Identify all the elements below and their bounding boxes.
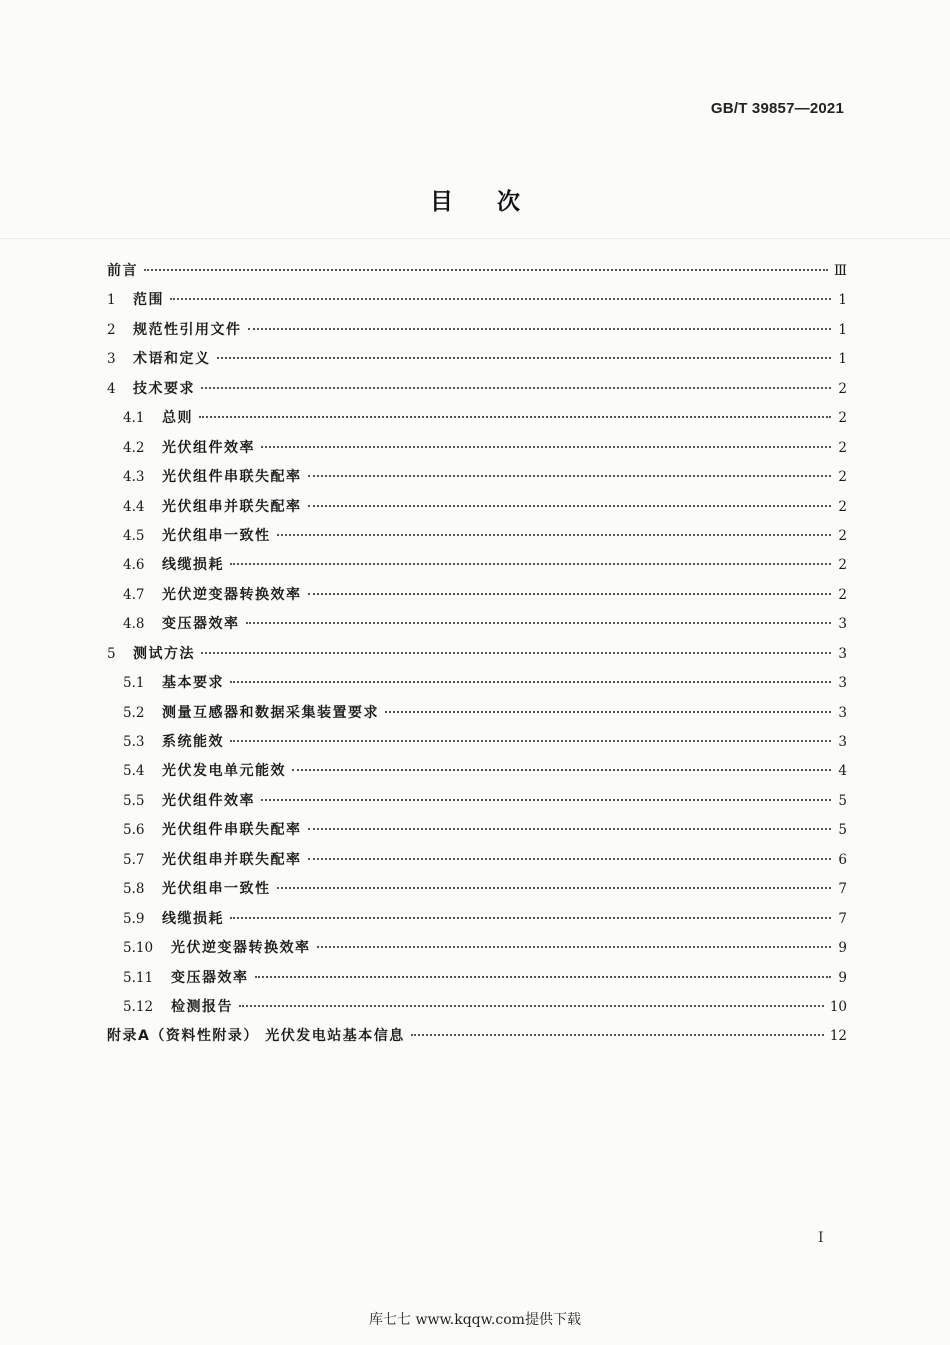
- toc-entry-page: 1: [838, 321, 847, 338]
- toc-entry-number: 5.8: [123, 881, 145, 898]
- toc-entry-label: 技术要求: [133, 380, 195, 397]
- toc-entry-page: 5: [838, 822, 847, 839]
- toc-dot-leader: [277, 887, 832, 889]
- toc-entry-page: 3: [838, 645, 847, 662]
- standard-code: GB/T 39857—2021: [710, 100, 844, 117]
- toc-dot-leader: [308, 858, 832, 860]
- toc-entry-label: 光伏组串并联失配率: [162, 498, 302, 515]
- toc-entry[interactable]: [107, 1022, 847, 1051]
- toc-entry-page: 12: [829, 1028, 847, 1045]
- toc-entry-label: 测量互感器和数据采集装置要求: [162, 704, 379, 721]
- toc-entry-label: 规范性引用文件: [133, 321, 242, 338]
- toc-dot-leader: [261, 446, 831, 448]
- toc-entry-label: 系统能效: [162, 734, 224, 750]
- toc-entry[interactable]: [107, 551, 847, 580]
- toc-entry-page: 2: [838, 527, 847, 544]
- toc-entry-page: 3: [838, 616, 847, 633]
- toc-entry-label: 光伏逆变器转换效率: [162, 586, 302, 603]
- toc-entry[interactable]: [107, 846, 847, 875]
- toc-entry-label: 基本要求: [162, 675, 224, 692]
- toc-dot-leader: [317, 946, 832, 948]
- toc-entry-page: 9: [838, 969, 847, 986]
- toc-entry-label: 光伏组串一致性: [162, 881, 271, 898]
- toc-entry-label: 变压器效率: [171, 969, 249, 986]
- toc-entry-label: 范围: [133, 292, 164, 309]
- toc-entry-number: 5.10: [123, 940, 154, 957]
- page-title: 目次: [430, 189, 564, 215]
- toc-entry-number: 3: [107, 351, 116, 368]
- toc-entry-page: 5: [838, 792, 847, 809]
- toc-entry[interactable]: [107, 375, 847, 404]
- toc-entry[interactable]: [107, 875, 847, 904]
- toc-entry[interactable]: [107, 257, 847, 286]
- toc-dot-leader: [170, 298, 831, 300]
- toc-entry[interactable]: [107, 905, 847, 934]
- toc-dot-leader: [246, 622, 832, 624]
- toc-entry[interactable]: [107, 316, 847, 345]
- toc-entry-number: 1: [107, 292, 116, 309]
- toc-entry-number: 5: [107, 645, 116, 662]
- toc-entry-page: 3: [838, 675, 847, 692]
- toc-entry[interactable]: [107, 581, 847, 610]
- toc-entry-label: 变压器效率: [162, 616, 240, 633]
- toc-entry-number: 5.2: [123, 704, 145, 721]
- toc-entry-number: 5.3: [123, 734, 145, 750]
- toc-entry[interactable]: [107, 640, 847, 669]
- toc-entry[interactable]: [107, 934, 847, 963]
- toc-dot-leader: [308, 505, 832, 507]
- toc-entry-label: 光伏组件效率: [162, 439, 255, 456]
- toc-entry[interactable]: [107, 816, 847, 845]
- toc-entry-label: 光伏组件串联失配率: [162, 469, 302, 486]
- toc-entry-label: 线缆损耗: [162, 557, 224, 574]
- toc-dot-leader: [308, 475, 832, 477]
- toc-entry-number: 4.5: [123, 527, 145, 544]
- toc-entry-page: 9: [838, 940, 847, 957]
- table-of-contents: [107, 257, 847, 1052]
- toc-entry-number: 5.7: [123, 851, 145, 868]
- toc-entry-number: 4.2: [123, 439, 145, 456]
- toc-entry-number: 4.3: [123, 469, 145, 486]
- toc-entry[interactable]: [107, 286, 847, 315]
- toc-entry-page: 2: [838, 410, 847, 427]
- toc-entry-number: 4.6: [123, 557, 145, 574]
- toc-entry-number: 5.5: [123, 792, 145, 809]
- toc-dot-leader: [230, 917, 831, 919]
- toc-entry-number: 4.8: [123, 616, 145, 633]
- toc-entry-number: 4.4: [123, 498, 145, 515]
- toc-entry-page: 2: [838, 586, 847, 603]
- toc-entry[interactable]: [107, 610, 847, 639]
- toc-entry-page: 1: [838, 292, 847, 309]
- toc-entry-number: 4.7: [123, 586, 145, 603]
- toc-entry[interactable]: [107, 757, 847, 786]
- toc-entry-page: 7: [838, 910, 847, 927]
- toc-dot-leader: [277, 534, 832, 536]
- toc-entry[interactable]: [107, 434, 847, 463]
- toc-dot-leader: [292, 769, 831, 771]
- toc-entry-label: 光伏组串并联失配率: [162, 851, 302, 868]
- toc-entry-page: 6: [838, 851, 847, 868]
- toc-dot-leader: [217, 357, 832, 359]
- toc-dot-leader: [201, 652, 831, 654]
- toc-entry-number: 4: [107, 380, 116, 397]
- toc-entry-label: 前言: [107, 263, 138, 279]
- toc-dot-leader: [230, 740, 831, 742]
- toc-entry-page: 4: [838, 763, 847, 780]
- toc-dot-leader: [144, 269, 828, 271]
- toc-dot-leader: [201, 387, 831, 389]
- toc-entry-page: 2: [838, 557, 847, 574]
- toc-entry-label: 线缆损耗: [162, 910, 224, 927]
- toc-entry-number: 5.6: [123, 822, 145, 839]
- toc-entry-label: 附录A（资料性附录） 光伏发电站基本信息: [107, 1028, 405, 1045]
- toc-entry-page: 10: [829, 998, 847, 1015]
- toc-entry-page: 3: [838, 704, 847, 721]
- toc-entry-number: 2: [107, 321, 116, 338]
- toc-entry[interactable]: [107, 404, 847, 433]
- toc-entry-page: 2: [838, 498, 847, 515]
- toc-dot-leader: [308, 593, 832, 595]
- toc-dot-leader: [261, 799, 831, 801]
- toc-dot-leader: [230, 681, 831, 683]
- toc-entry-page: 2: [838, 380, 847, 397]
- toc-entry-number: 5.1: [123, 675, 145, 692]
- toc-entry-label: 光伏组串一致性: [162, 527, 271, 544]
- toc-entry-number: 5.9: [123, 910, 145, 927]
- toc-entry-label: 测试方法: [133, 645, 195, 662]
- toc-dot-leader: [199, 416, 831, 418]
- toc-entry-label: 光伏逆变器转换效率: [171, 940, 311, 957]
- toc-entry-label: 术语和定义: [133, 351, 211, 368]
- toc-entry-page: 3: [838, 734, 847, 750]
- toc-entry-page: 7: [838, 881, 847, 898]
- toc-entry[interactable]: [107, 964, 847, 993]
- toc-entry[interactable]: [107, 345, 847, 374]
- toc-dot-leader: [230, 563, 831, 565]
- toc-entry-label: 光伏组件效率: [162, 792, 255, 809]
- download-source-note: 库七七 www.kqqw.com提供下载: [369, 1312, 581, 1328]
- toc-entry[interactable]: [107, 728, 847, 757]
- toc-entry-number: 4.1: [123, 410, 145, 427]
- toc-dot-leader: [411, 1034, 824, 1036]
- toc-entry-page: 2: [838, 439, 847, 456]
- toc-dot-leader: [248, 328, 832, 330]
- toc-entry[interactable]: [107, 787, 847, 816]
- toc-entry-page: 2: [838, 469, 847, 486]
- toc-entry-label: 光伏发电单元能效: [162, 763, 286, 780]
- page-number: I: [818, 1230, 824, 1246]
- toc-entry[interactable]: [107, 522, 847, 551]
- toc-entry-label: 光伏组件串联失配率: [162, 822, 302, 839]
- toc-entry[interactable]: [107, 993, 847, 1022]
- toc-entry-number: 5.4: [123, 763, 145, 780]
- toc-entry-number: 5.12: [123, 998, 154, 1015]
- toc-entry-label: 总则: [162, 410, 193, 427]
- toc-dot-leader: [308, 828, 832, 830]
- toc-entry[interactable]: [107, 669, 847, 698]
- scan-fold-line: [0, 238, 950, 239]
- toc-entry-page: 1: [838, 351, 847, 368]
- toc-entry-number: 5.11: [123, 969, 154, 986]
- toc-entry-label: 检测报告: [171, 998, 233, 1015]
- toc-entry[interactable]: [107, 463, 847, 492]
- toc-dot-leader: [255, 976, 832, 978]
- toc-dot-leader: [385, 711, 831, 713]
- toc-entry[interactable]: [107, 493, 847, 522]
- toc-entry-page: Ⅲ: [833, 263, 847, 279]
- toc-dot-leader: [239, 1005, 824, 1007]
- toc-entry[interactable]: [107, 699, 847, 728]
